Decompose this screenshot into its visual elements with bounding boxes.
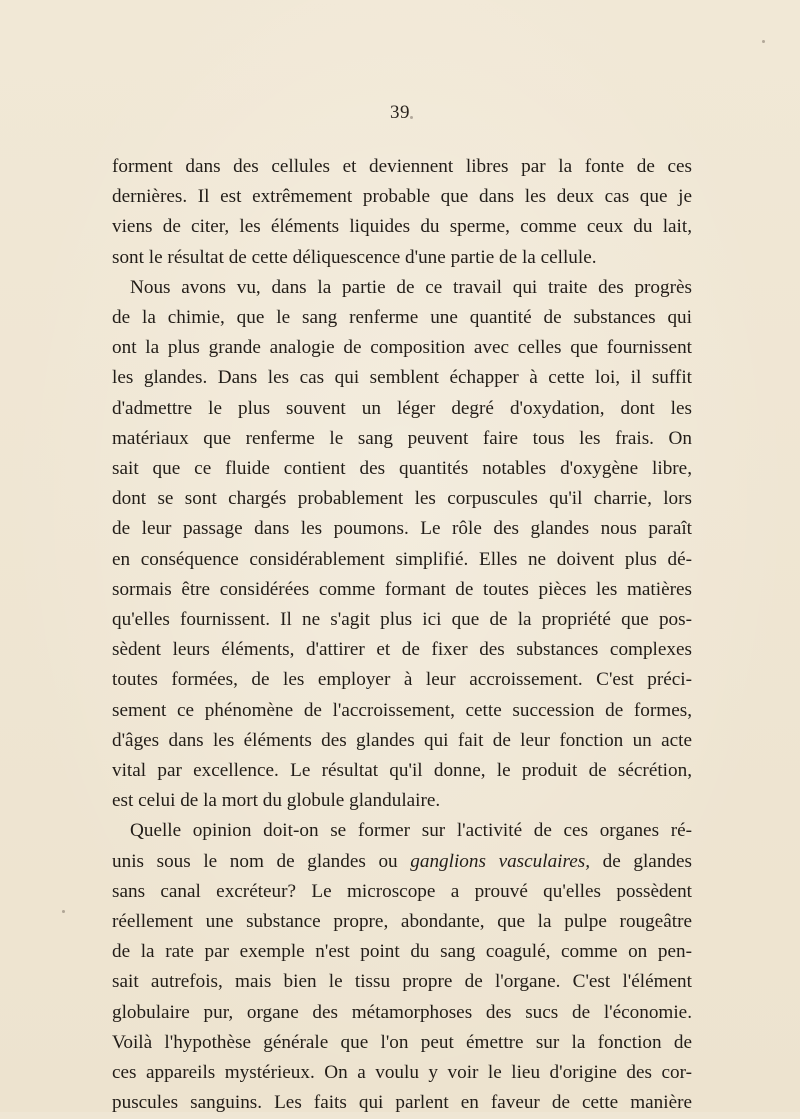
text-line: sont le résultat de cette déliquescence d'une partie de la cellule. [112,246,597,268]
text-line: réellement une substance propre, abondante, que la pulpe rougeâtre [112,911,692,933]
text-line: de leur passage dans les poumons. Le rôle des glandes nous paraît [112,518,692,540]
text-line: dont se sont chargés probablement les corpuscules qu'il charrie, lors [112,488,692,510]
text-segment: de glandes [590,850,692,872]
body-text [112,152,692,1119]
text-line: sans canal excréteur? Le microscope a prouvé qu'elles possèdent [112,880,692,902]
text-line: toutes formées, de les employer à leur accroissement. C'est préci- [112,669,692,691]
text-line: sait que ce fluide contient des quantités notables d'oxygène libre, [112,458,692,480]
ink-speck [410,116,413,119]
text-line: d'admettre le plus souvent un léger degré d'oxydation, dont les [112,397,692,419]
page-number: 39 [390,102,410,123]
text-line: ont la plus grande analogie de composition avec celles que fournissent [112,337,692,359]
text-line: puscules sanguins. Les faits qui parlent en faveur de cette manière [112,1092,692,1114]
text-segment: unis sous le nom de glandes ou [112,850,411,872]
ink-speck [762,40,765,43]
text-line: qu'elles fournissent. Il ne s'agit plus ici que de la propriété que pos- [112,609,692,631]
text-line: est celui de la mort du globule glandulaire. [112,790,441,812]
text-line: Quelle opinion doit-on se former sur l'activité de ces organes ré- [130,820,692,842]
text-line: de la chimie, que le sang renferme une quantité de substances qui [112,307,692,329]
text-line: forment dans des cellules et deviennent libres par la fonte de ces [112,156,692,177]
text-line: sement ce phénomène de l'accroissement, cette succession de formes, [112,699,692,721]
text-line: Nous avons vu, dans la partie de ce travail qui traite des progrès [130,276,692,298]
text-line: sèdent leurs éléments, d'attirer et de fixer des substances complexes [112,639,692,661]
text-line: sait autrefois, mais bien le tissu propre de l'organe. C'est l'élément [112,971,692,993]
text-line: en conséquence considérablement simplifié. Elles ne doivent plus dé- [112,548,692,570]
text-line: viens de citer, les éléments liquides du sperme, comme ceux du lait, [112,216,692,238]
text-line: dernières. Il est extrêmement probable que dans les deux cas que je [112,186,692,208]
text-line: globulaire pur, organe des métamorphoses des sucs de l'économie. [112,1001,692,1023]
text-line: d'âges dans les éléments des glandes qui fait de leur fonction un acte [112,729,692,751]
text-line: sormais être considérées comme formant de toutes pièces les matières [112,578,692,600]
text-line: ces appareils mystérieux. On a voulu y voir le lieu d'origine des cor- [112,1062,692,1084]
text-line: matériaux que renferme le sang peuvent faire tous les frais. On [112,427,692,449]
italic-term: ganglions vasculaires, [410,850,591,872]
text-line: les glandes. Dans les cas qui semblent échapper à cette loi, il suffit [112,367,692,389]
text-line [112,847,692,877]
text-line: de la rate par exemple n'est point du sang coagulé, comme on pen- [112,941,692,963]
text-line: Voilà l'hypothèse générale que l'on peut émettre sur la fonction de [112,1031,692,1053]
ink-speck [62,910,65,913]
text-line: vital par excellence. Le résultat qu'il donne, le produit de sécrétion, [112,760,692,782]
